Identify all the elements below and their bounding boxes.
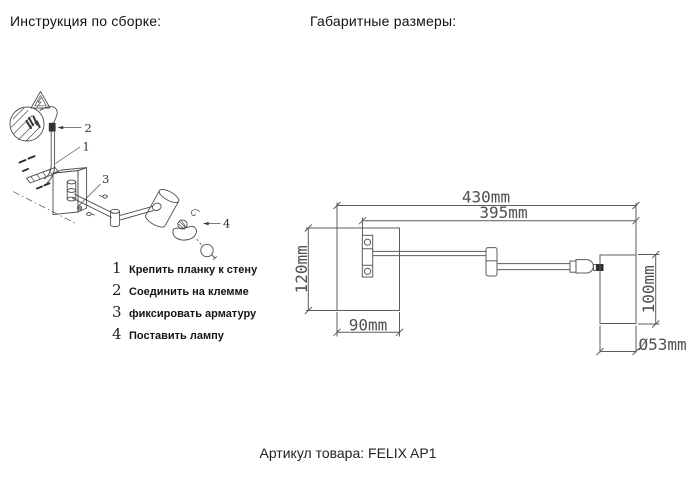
axis-line: [13, 192, 76, 224]
lamp-holder: [173, 226, 196, 240]
step-row-4: [112, 325, 257, 347]
step-text: Поставить лампу: [129, 330, 224, 342]
dimension-drawing: [285, 185, 696, 370]
assembly-diagram: [0, 85, 260, 260]
callout-4: 4: [223, 216, 231, 231]
step-number: 3: [112, 303, 122, 321]
plate-boss: [67, 180, 76, 201]
dim-arm-length-label: 395mm: [479, 202, 528, 222]
arm1-outline: [373, 251, 486, 255]
arm-segment-2: [120, 206, 154, 219]
backplate-outline: [337, 228, 400, 311]
elbow-outline: [486, 248, 497, 276]
dimensions-section-title: Габаритные размеры:: [310, 13, 457, 29]
callout-2: 2: [84, 121, 92, 135]
step-text: Соединить на клемме: [129, 286, 249, 298]
shade-joint: [152, 202, 163, 212]
terminal-block: [49, 123, 56, 132]
step-text: Крепить планку к стену: [129, 264, 258, 276]
mounting-bar: [27, 167, 59, 183]
motion-dashes: [20, 156, 50, 188]
dim-overall-length-label: 430mm: [461, 187, 511, 207]
lamp-shade: [144, 187, 181, 230]
bulb: [201, 244, 217, 259]
dim-shade-height-label: 100mm: [639, 265, 659, 314]
dim-backplate-height-label: 120mm: [292, 245, 311, 294]
dim-shade-diameter-label: Ø53mm: [638, 335, 687, 354]
callout-1: 1: [82, 139, 90, 154]
elbow-joint: [110, 209, 119, 226]
step-text: фиксировать арматуру: [129, 308, 257, 320]
step-number: 4: [112, 325, 122, 343]
shade-outline: [600, 255, 636, 324]
dim-backplate-width: [334, 312, 404, 337]
arm2-outline: [497, 264, 570, 270]
warning-triangle-icon: [31, 92, 50, 109]
step-number: 1: [112, 259, 122, 277]
wall-junction: [10, 107, 44, 141]
assembly-section-title: Инструкция по сборке:: [10, 13, 162, 29]
dim-shade-height: [638, 251, 660, 328]
dim-backplate-width-label: 90mm: [348, 315, 388, 335]
dim-shade-diameter: [597, 326, 687, 356]
step-number: 2: [112, 281, 122, 299]
product-article: Артикул товара: FELIX AP1: [259, 445, 437, 461]
assembly-steps: [112, 259, 257, 347]
callout-3: 3: [102, 172, 110, 186]
wall-bracket: [362, 235, 372, 277]
step-row-1: [112, 259, 257, 281]
step-row-2: [112, 281, 257, 303]
insert-line: [197, 239, 203, 246]
dim-arm-length: [359, 203, 640, 236]
rotate-arrow-icon: [191, 210, 199, 216]
socket-outline: [570, 260, 596, 273]
step-row-3: [112, 303, 257, 325]
dim-backplate-height: [292, 225, 337, 315]
